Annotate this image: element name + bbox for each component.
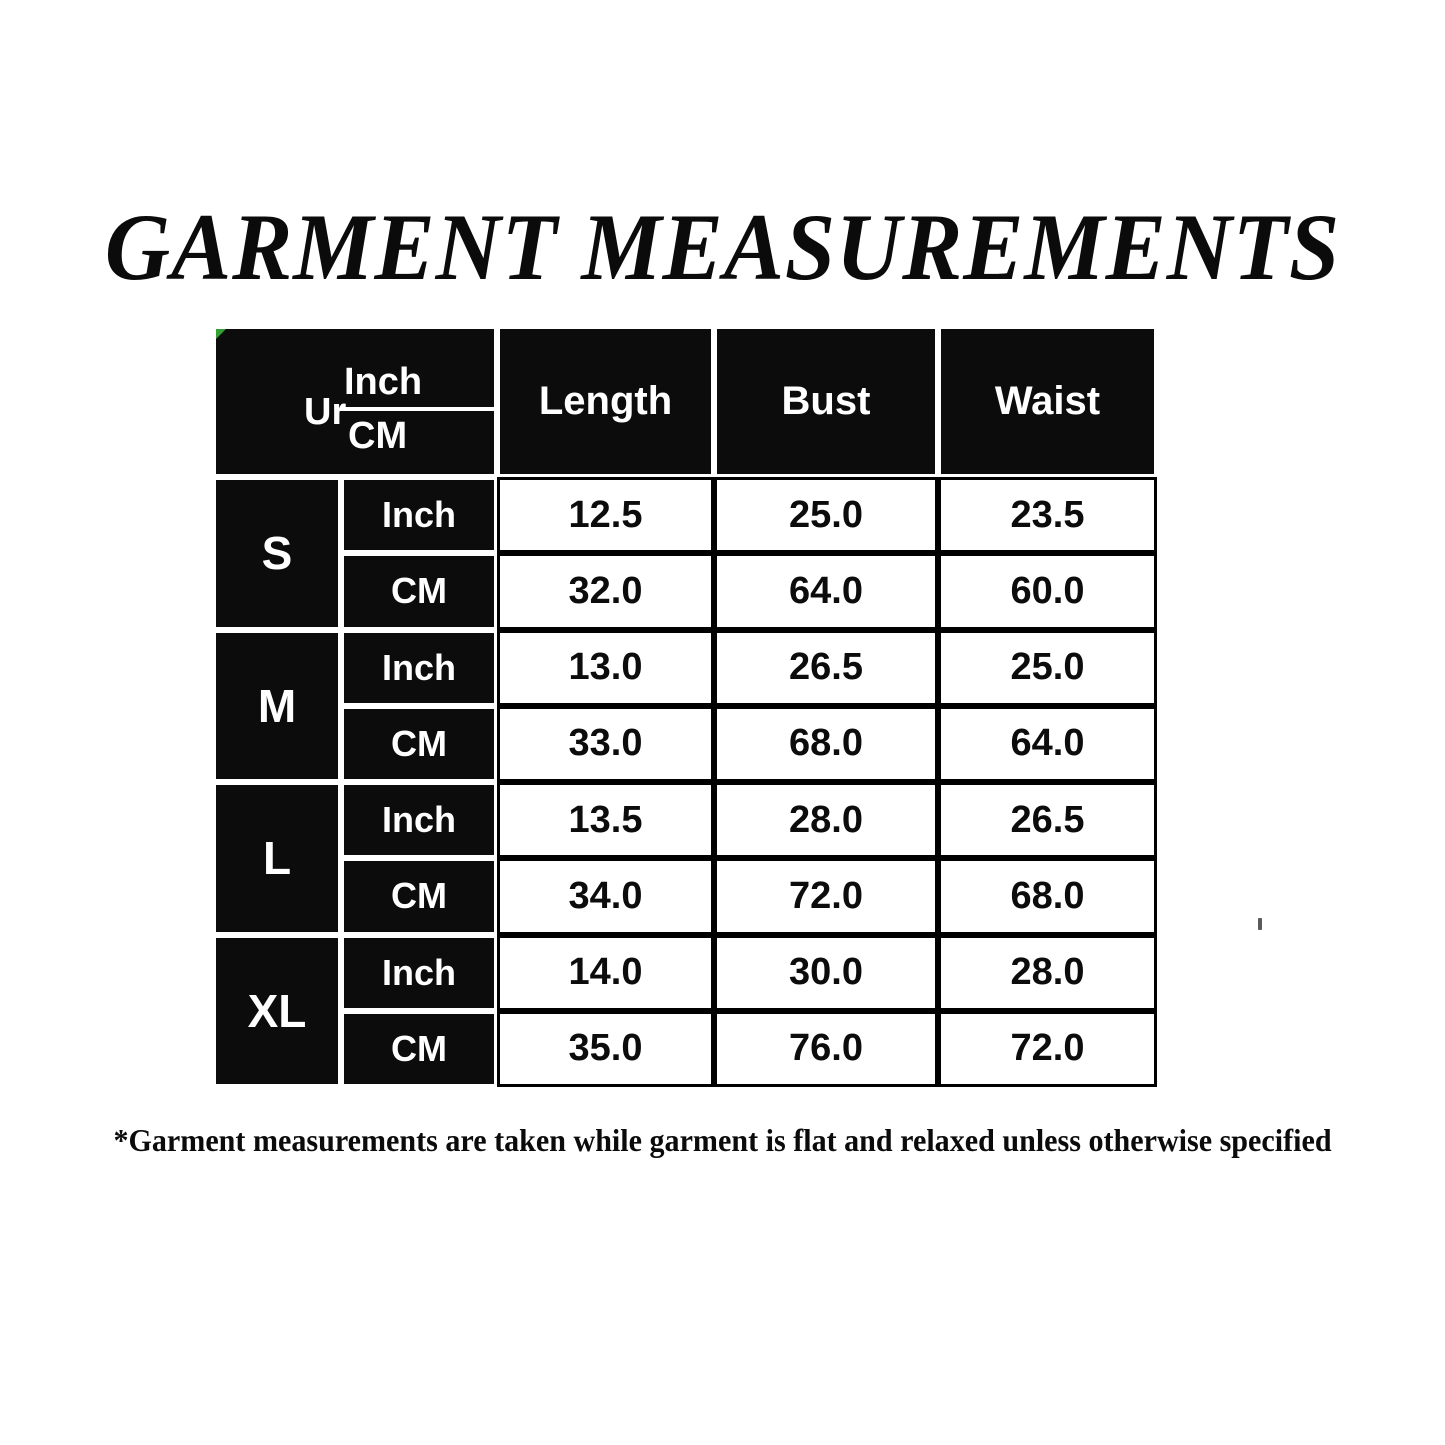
value-cell-s-cm-waist: 60.0 xyxy=(938,553,1157,629)
unit-header-partial-label: Ur xyxy=(304,391,347,433)
unit-cell-s-cm: CM xyxy=(341,553,497,629)
value-cell-l-inch-bust: 28.0 xyxy=(714,782,938,858)
unit-fraction xyxy=(340,363,497,455)
unit-cell-m-cm: CM xyxy=(341,706,497,782)
unit-cell-l-cm: CM xyxy=(341,858,497,934)
unit-fraction-cm-label: CM xyxy=(348,415,408,457)
value-cell-s-cm-length: 32.0 xyxy=(497,553,714,629)
value-cell-s-inch-length: 12.5 xyxy=(497,477,714,553)
unit-fraction-inch-label: Inch xyxy=(340,363,497,411)
value-cell-m-cm-length: 33.0 xyxy=(497,706,714,782)
unit-cell-l-inch: Inch xyxy=(341,782,497,858)
size-cell-l: L xyxy=(213,782,341,935)
value-cell-xl-inch-length: 14.0 xyxy=(497,935,714,1011)
column-header-waist: Waist xyxy=(938,326,1157,477)
column-header-bust: Bust xyxy=(714,326,938,477)
column-header-length: Length xyxy=(497,326,714,477)
page-title: GARMENT MEASUREMENTS xyxy=(104,194,1341,300)
unit-cell-xl-inch: Inch xyxy=(341,935,497,1011)
value-cell-l-inch-length: 13.5 xyxy=(497,782,714,858)
unit-cell-s-inch: Inch xyxy=(341,477,497,553)
value-cell-l-cm-waist: 68.0 xyxy=(938,858,1157,934)
value-cell-m-inch-waist: 25.0 xyxy=(938,630,1157,706)
value-cell-l-cm-bust: 72.0 xyxy=(714,858,938,934)
value-cell-xl-cm-waist: 72.0 xyxy=(938,1011,1157,1087)
stray-mark-artifact xyxy=(1258,918,1262,930)
value-cell-s-cm-bust: 64.0 xyxy=(714,553,938,629)
size-cell-xl: XL xyxy=(213,935,341,1088)
green-corner-marker-icon xyxy=(216,329,226,339)
value-cell-m-cm-bust: 68.0 xyxy=(714,706,938,782)
value-cell-xl-inch-waist: 28.0 xyxy=(938,935,1157,1011)
size-cell-s: S xyxy=(213,477,341,630)
unit-cell-xl-cm: CM xyxy=(341,1011,497,1087)
unit-header-cell xyxy=(213,326,497,477)
size-cell-m: M xyxy=(213,630,341,783)
value-cell-xl-inch-bust: 30.0 xyxy=(714,935,938,1011)
value-cell-s-inch-bust: 25.0 xyxy=(714,477,938,553)
value-cell-m-cm-waist: 64.0 xyxy=(938,706,1157,782)
value-cell-l-cm-length: 34.0 xyxy=(497,858,714,934)
value-cell-l-inch-waist: 26.5 xyxy=(938,782,1157,858)
value-cell-s-inch-waist: 23.5 xyxy=(938,477,1157,553)
value-cell-m-inch-bust: 26.5 xyxy=(714,630,938,706)
value-cell-m-inch-length: 13.0 xyxy=(497,630,714,706)
footnote: *Garment measurements are taken while garment is flat and relaxed unless otherwise specified xyxy=(113,1122,1332,1158)
value-cell-xl-cm-bust: 76.0 xyxy=(714,1011,938,1087)
unit-cell-m-inch: Inch xyxy=(341,630,497,706)
value-cell-xl-cm-length: 35.0 xyxy=(497,1011,714,1087)
garment-measurements-table xyxy=(213,326,1157,1087)
